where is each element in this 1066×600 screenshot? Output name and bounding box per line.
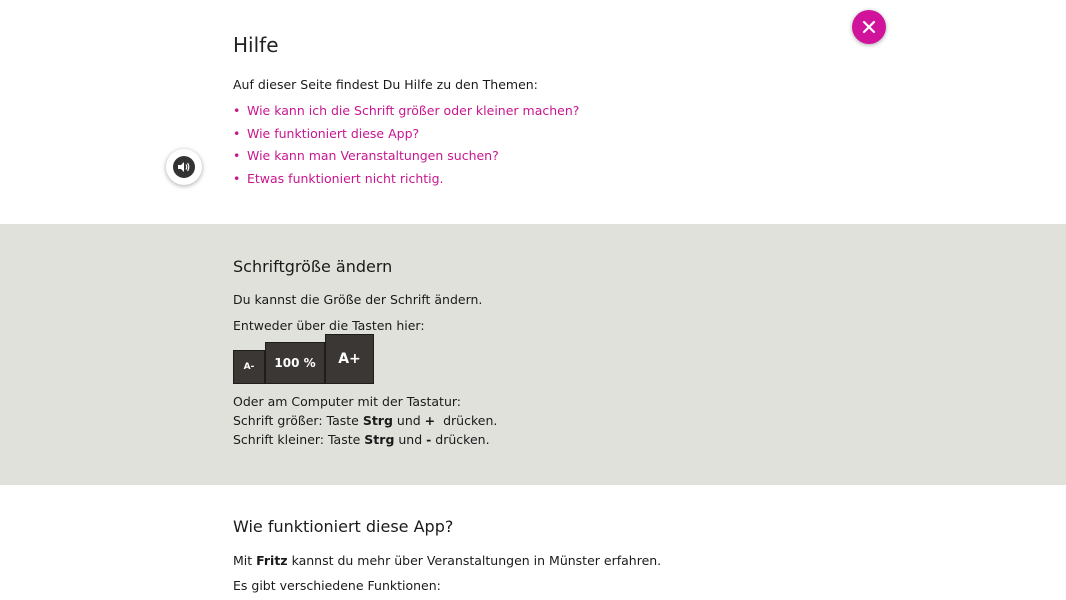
font-size-heading: Schriftgröße ändern	[233, 257, 393, 276]
topic-list	[233, 101, 579, 191]
font-size-section	[0, 224, 1066, 485]
decrease-font-button[interactable]	[233, 350, 265, 384]
speaker-icon-background	[173, 156, 195, 178]
current-zoom-label: 100 %	[274, 356, 316, 370]
bigger-prefix: Schrift größer: Taste	[233, 413, 363, 428]
topic-link-how-app-works[interactable]	[233, 124, 579, 147]
keyboard-intro: Oder am Computer mit der Tastatur:	[233, 394, 462, 409]
topic-link-label: Etwas funktioniert nicht richtig.	[247, 170, 444, 186]
decrease-font-label: A-	[243, 362, 255, 372]
keyboard-smaller-line	[233, 432, 833, 447]
bigger-suffix: drücken.	[435, 413, 498, 428]
font-size-line2: Entweder über die Tasten hier:	[233, 318, 425, 333]
keyboard-bigger-line	[233, 413, 833, 428]
how-app-works-section	[0, 485, 1066, 600]
smaller-key: Strg	[364, 432, 395, 447]
smaller-suffix: drücken.	[431, 432, 490, 447]
bigger-key: Strg	[362, 413, 393, 428]
speaker-icon	[177, 160, 191, 174]
close-icon	[861, 19, 877, 35]
app-desc-prefix: Mit	[233, 553, 257, 568]
close-button[interactable]	[852, 10, 886, 44]
increase-font-button[interactable]	[325, 334, 374, 384]
bigger-mid: und	[392, 413, 425, 428]
topic-link-label: Wie kann man Veranstaltungen suchen?	[247, 148, 499, 163]
page-title: Hilfe	[233, 33, 279, 57]
reset-font-button[interactable]	[265, 342, 325, 384]
app-functions-intro: Es gibt verschiedene Funktionen:	[233, 578, 441, 593]
font-size-line1: Du kannst die Größe der Schrift ändern.	[233, 292, 483, 307]
bullet: •	[233, 103, 241, 118]
bigger-symbol: +	[424, 413, 436, 428]
topic-link-font-size[interactable]	[233, 101, 579, 124]
smaller-prefix: Schrift kleiner: Taste	[233, 432, 365, 447]
topic-link-label: Wie funktioniert diese App?	[247, 125, 420, 141]
bullet: •	[233, 170, 241, 186]
topic-link-something-wrong[interactable]	[233, 169, 579, 192]
bullet: •	[233, 148, 241, 163]
smaller-mid: und	[394, 432, 427, 447]
bullet: •	[233, 125, 241, 141]
intro-text: Auf dieser Seite findest Du Hilfe zu den Themen:	[233, 77, 538, 92]
how-app-works-heading: Wie funktioniert diese App?	[233, 517, 454, 536]
app-name: Fritz	[256, 553, 288, 568]
topic-link-label: Wie kann ich die Schrift größer oder kleiner machen?	[247, 103, 580, 118]
increase-font-label: A+	[338, 351, 361, 367]
app-description	[233, 553, 833, 568]
read-aloud-button[interactable]	[166, 149, 202, 185]
app-desc-suffix: kannst du mehr über Veranstaltungen in Münster erfahren.	[287, 553, 662, 568]
smaller-symbol: -	[426, 432, 432, 447]
topic-link-search-events[interactable]	[233, 146, 579, 169]
